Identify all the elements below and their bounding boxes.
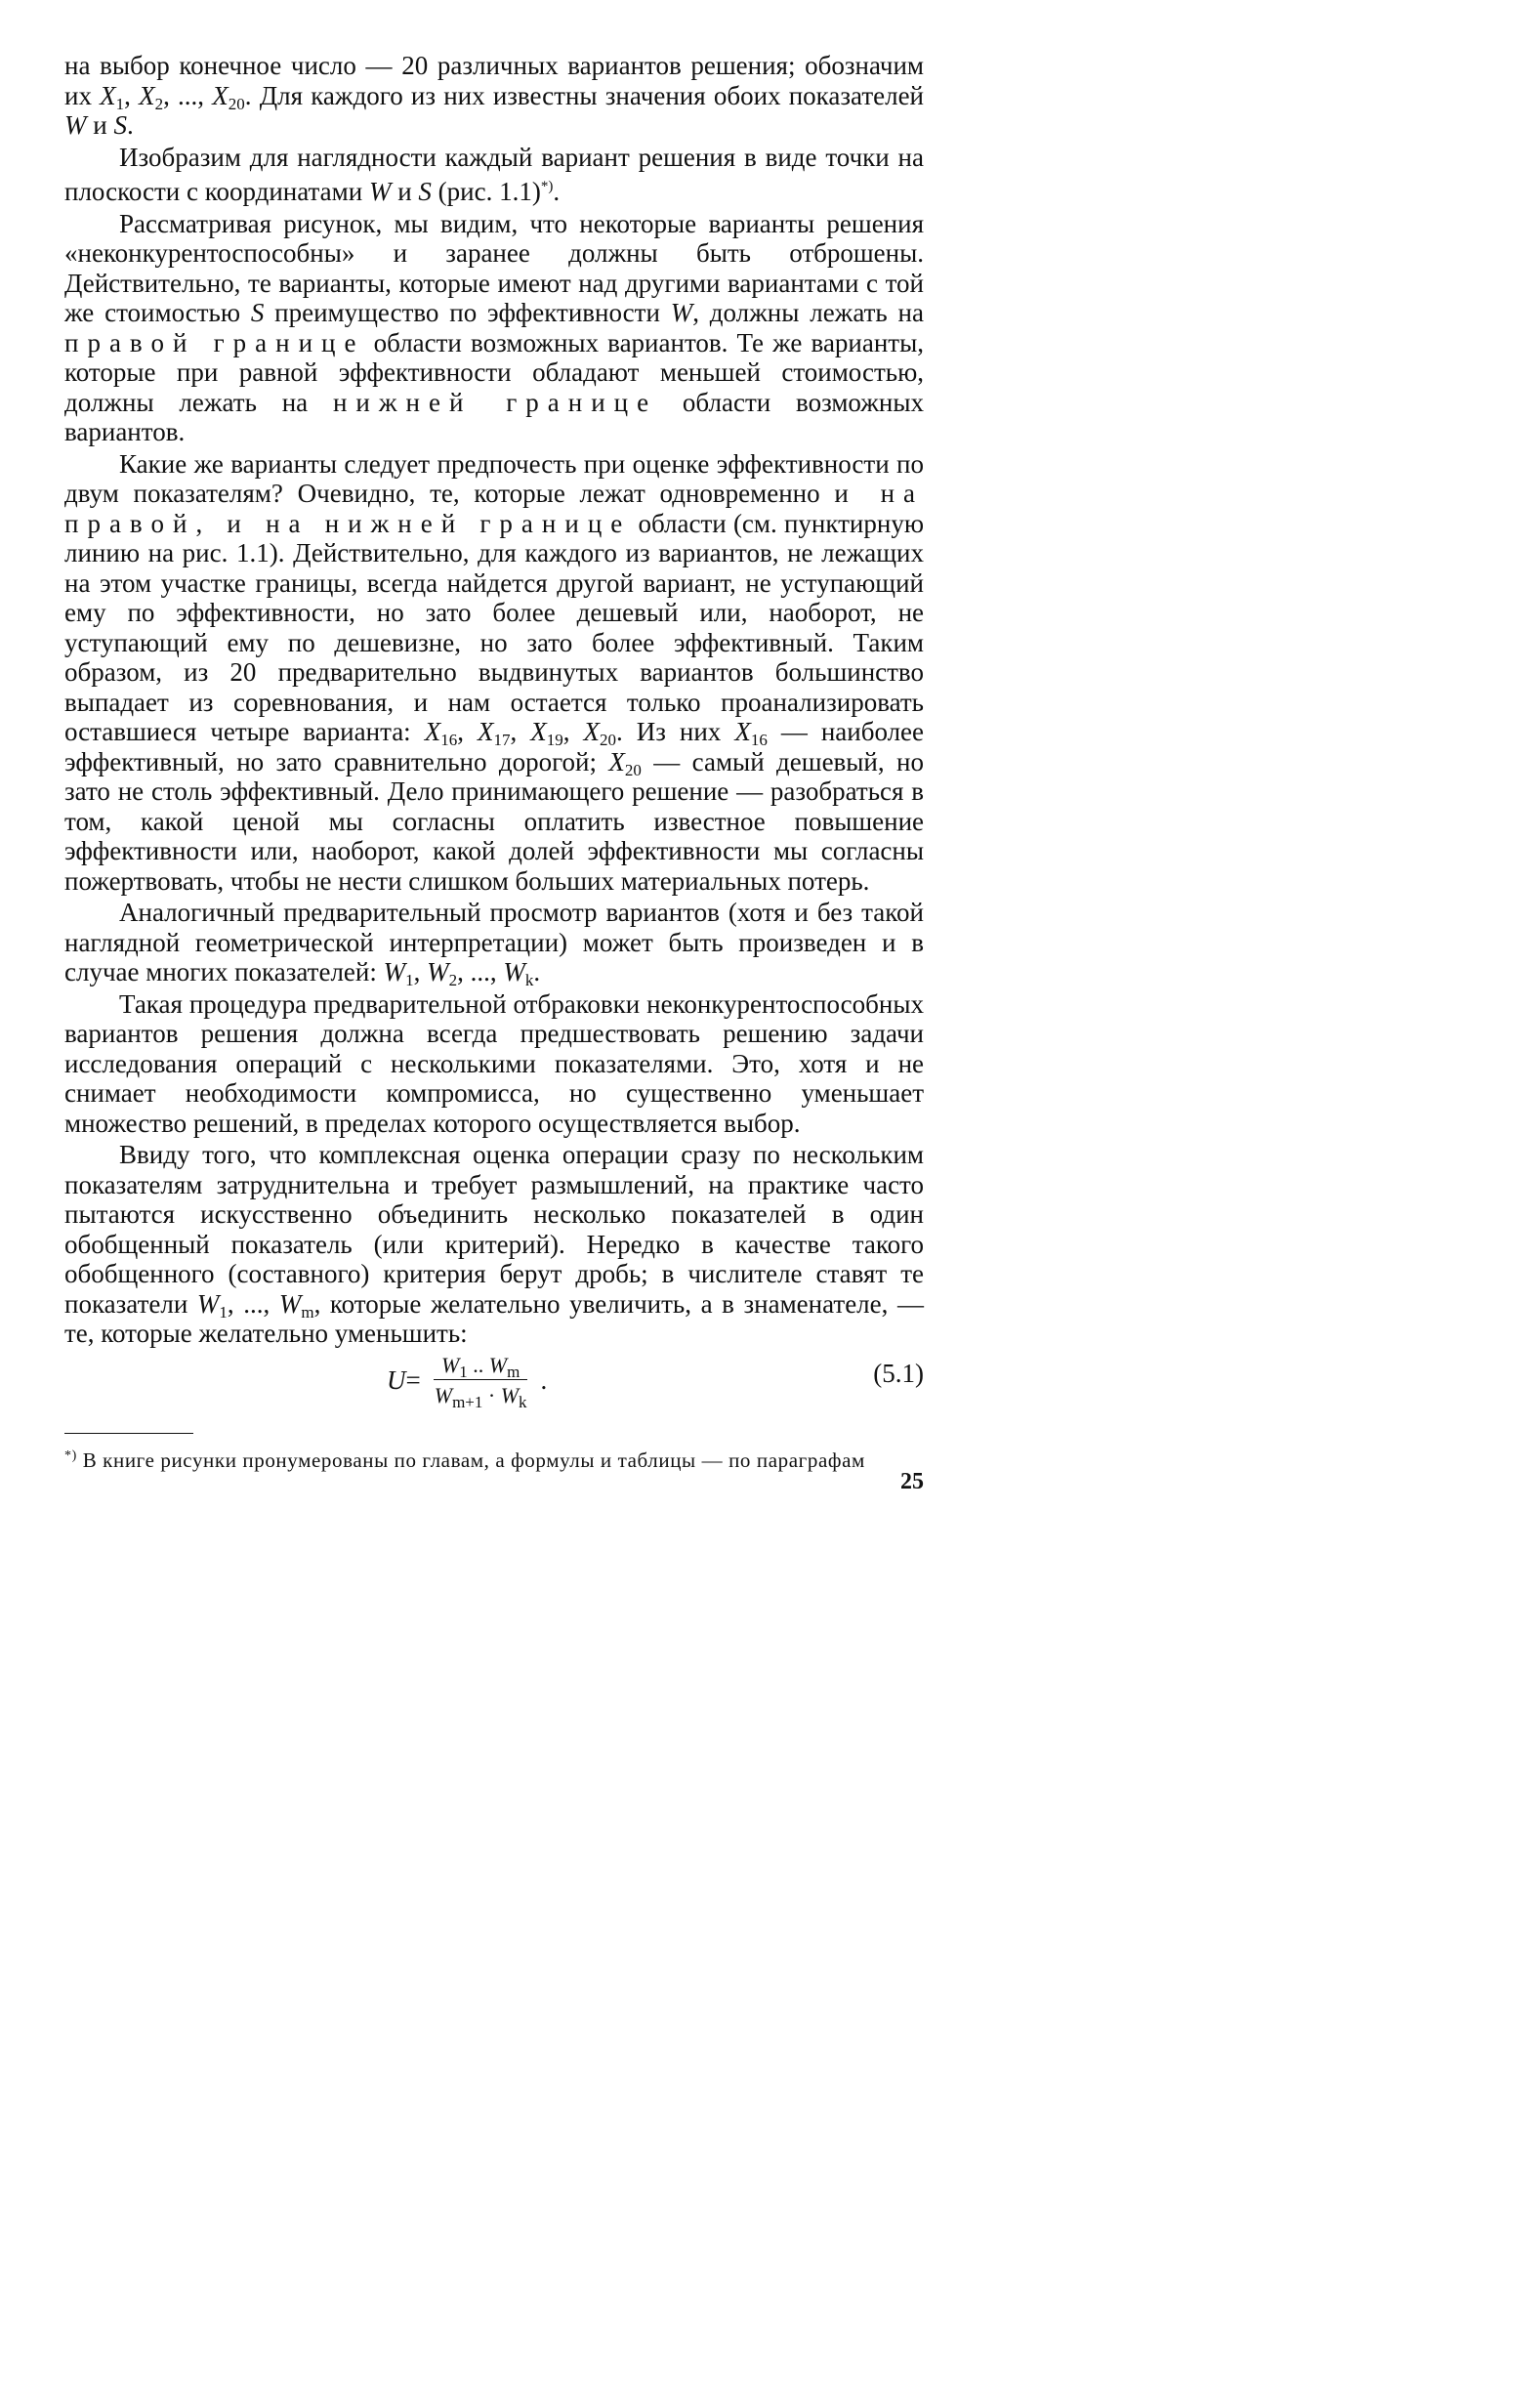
formula-equals: = — [405, 1364, 421, 1395]
sub: k — [524, 971, 534, 989]
var-wk: W — [500, 1382, 520, 1407]
var-x20: X — [583, 717, 600, 746]
spaced-emphasis: и на правой, и на нижней границе — [64, 479, 925, 538]
paragraph-2 — [64, 143, 924, 207]
sub: m — [301, 1302, 314, 1322]
sub: 1 — [219, 1302, 228, 1322]
text: . — [126, 110, 134, 140]
text: области (см. пунктирную линию на рис. 1.1). Действительно, для каждого из вариантов, не лежащих на этом участке границы, всегда найдется другой вариант, не уступающий ему по эффективности, но зато более дешевый или, наоборот, не уступающий ему по дешевизне, но зато более эффективный. Таким образом, из 20 предварительно выдвинутых вариантов большинство выпадает из соревнования, и нам остается только проанализировать оставшиеся четыре варианта: — [64, 508, 924, 746]
book-page — [0, 0, 1000, 1554]
paragraph-3 — [64, 209, 924, 447]
var-wm: W — [278, 1288, 302, 1319]
sub: 20 — [624, 760, 642, 779]
text: Изобразим для наглядности каждый вариант решения в виде точки на плоскости с координатами — [64, 142, 924, 206]
footnote-text: В книге рисунки пронумерованы по главам, а формулы и таблицы — по параграфам — [76, 1448, 865, 1472]
sub: 1 — [405, 971, 414, 989]
sub: m — [507, 1362, 520, 1381]
paragraph-7 — [64, 1140, 924, 1349]
text: , которые желательно увеличить, а в знаменателе, — те, которые желательно уменьшить: — [64, 1288, 924, 1348]
var-x1: X — [100, 80, 116, 110]
var-wm: W — [488, 1352, 508, 1377]
formula-lhs: U — [387, 1364, 406, 1395]
var-x20: X — [212, 80, 229, 110]
dot: · — [482, 1382, 501, 1407]
text: на выбор конечное число — 20 различных вариантов решения; обозначим их — [64, 51, 924, 110]
sub: 1 — [115, 94, 125, 113]
dots: .. — [467, 1352, 489, 1377]
footnote-mark: *) — [540, 179, 554, 194]
paragraph-1 — [64, 51, 924, 141]
var-wk: W — [503, 957, 525, 986]
sub: k — [519, 1392, 527, 1411]
text: , ..., — [163, 80, 213, 110]
text: . — [533, 957, 541, 986]
text: преимущество по эффективности — [264, 298, 671, 327]
text: , — [413, 957, 428, 986]
var-x19: X — [530, 717, 547, 746]
text: Ввиду того, что комплексная оценка операции сразу по нескольким показателям затруднительна и требует размышлений, на практике часто пытаются искусственно объединить несколько показателей в один обобщенный показатель (или критерий). Нередко в качестве такого обобщенного (составного) критерия берут дробь; в числителе ставят те показатели — [64, 1140, 924, 1319]
formula-number: (5.1) — [873, 1358, 924, 1388]
fraction-numerator — [434, 1353, 527, 1380]
sub: 2 — [154, 94, 164, 113]
sub: 2 — [448, 971, 458, 989]
formula-5-1 — [64, 1353, 924, 1417]
sub: 19 — [546, 731, 563, 749]
text: , — [124, 80, 140, 110]
footnote-divider — [64, 1433, 193, 1434]
spaced-emphasis: нижней границе — [332, 387, 658, 417]
var-x17: X — [477, 717, 494, 746]
text: , — [457, 717, 478, 746]
text: , ..., — [457, 957, 504, 986]
sub: 20 — [599, 731, 616, 749]
text: области возможных вариантов. Те же варианты, которые при равной эффективности обладают меньшей стоимостью, должны лежать на — [64, 327, 924, 417]
formula-body — [387, 1352, 548, 1411]
sub: 16 — [750, 731, 768, 749]
var-x2: X — [139, 80, 155, 110]
footnote-mark: *) — [64, 1448, 77, 1463]
paragraph-6: Такая процедура предварительной отбраковки неконкурентоспособных вариантов решения должна всегда предшествовать решению задачи исследования операций с несколькими показателями. Это, хотя и не снимает необходимости компромисса, но существенно уменьшает множество решений, в пределах которого осуществляется выбор. — [64, 988, 924, 1138]
text: , ..., — [227, 1288, 279, 1319]
text: . — [553, 177, 561, 206]
formula-fraction — [427, 1352, 535, 1411]
text: . Из них — [615, 717, 735, 746]
formula-period: . — [540, 1364, 548, 1395]
var-x16: X — [734, 717, 751, 746]
var-w2: W — [427, 957, 449, 986]
text: области возможных вариантов. — [64, 387, 925, 446]
sub: 1 — [459, 1362, 468, 1381]
text: — наиболее эффективный, но зато сравнительно дорогой; — [64, 717, 925, 776]
page-number: 25 — [900, 1469, 924, 1494]
text: — самый дешевый, но зато не столь эффективный. Дело принимающего решение — разобраться в том, какой ценой мы согласны оплатить известное повышение эффективности или, наоборот, какой долей эффективности мы согласны пожертвовать, чтобы не нести слишком больших материальных потерь. — [64, 746, 924, 896]
var-x20: X — [608, 746, 625, 776]
text: и — [391, 177, 419, 206]
spaced-emphasis: правой границе — [64, 327, 365, 357]
sub: 17 — [493, 731, 511, 749]
text: , — [510, 717, 531, 746]
text: и — [86, 110, 114, 140]
var-w: W — [64, 110, 87, 140]
sub: 16 — [440, 731, 458, 749]
text: (рис. 1.1) — [431, 177, 541, 206]
var-x16: X — [424, 717, 441, 746]
text: Аналогичный предварительный просмотр вариантов (хотя и без такой наглядной геометрической интерпретации) может быть произведен и в случае многих показателей: — [64, 898, 924, 986]
text: . Для каждого из них известны значения обоих показателей — [244, 80, 925, 110]
text: Рассматривая рисунок, мы видим, что некоторые варианты решения «неконкурентоспособны» и заранее должны быть отброшены. Действительно, те варианты, которые имеют над другими вариантами с той же стоимостью — [64, 208, 924, 327]
paragraph-4 — [64, 449, 924, 897]
var-w1: W — [196, 1288, 220, 1319]
text: Какие же варианты следует предпочесть при оценке эффективности по двум показателям? Очевидно, те, которые лежат одновременно — [64, 448, 924, 508]
var-s: S — [418, 177, 432, 206]
var-s: S — [113, 110, 127, 140]
var-w: W — [670, 298, 693, 327]
sub: 20 — [228, 94, 245, 113]
footnote — [64, 1444, 924, 1473]
text: , — [562, 717, 584, 746]
paragraph-5 — [64, 898, 924, 987]
var-s: S — [250, 298, 265, 327]
sub: m+1 — [452, 1392, 483, 1411]
var-wm1: W — [434, 1382, 453, 1407]
var-w1: W — [440, 1352, 460, 1377]
var-w1: W — [383, 957, 406, 986]
var-w: W — [368, 177, 392, 206]
text: , должны лежать на — [692, 298, 924, 327]
fraction-denominator — [427, 1380, 535, 1411]
